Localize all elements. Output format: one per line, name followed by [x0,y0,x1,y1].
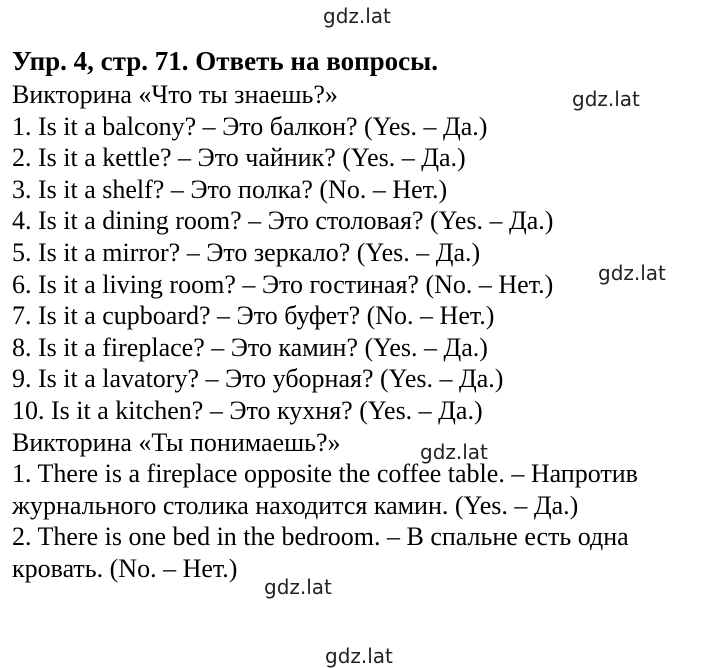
quiz2-title: Викторина «Ты понимаешь?» [12,427,341,457]
exercise-heading: Упр. 4, стр. 71. Ответь на вопросы. [12,46,438,76]
exercise-content [12,43,712,585]
quiz1-item: 3. Is it a shelf? – Это полка? (No. – Нет.) [12,174,448,204]
quiz1-item: 9. Is it a lavatory? – Это уборная? (Yes. – Да.) [12,364,504,394]
quiz1-item: 1. Is it a balcony? – Это балкон? (Yes. – Да.) [12,111,488,141]
quiz1-item: 5. Is it a mirror? – Это зеркало? (Yes. – Да.) [12,237,481,267]
watermark: gdz.lat [598,261,666,285]
watermark: gdz.lat [323,4,391,28]
quiz1-item: 2. Is it a kettle? – Это чайник? (Yes. – Да.) [12,143,466,173]
quiz1-item: 10. Is it a kitchen? – Это кухня? (Yes. – Да.) [12,395,483,425]
quiz2-item-line: журнального столика находится камин. (Yes. – Да.) [12,490,579,520]
quiz1-title: Викторина «Что ты знаешь?» [12,80,338,109]
watermark: gdz.lat [264,575,332,599]
quiz2-item-line: 2. There is one bed in the bedroom. – В спальне есть одна [12,522,629,552]
watermark: gdz.lat [572,87,640,111]
watermark: gdz.lat [325,644,393,668]
quiz2-item-line: кровать. (No. – Нет.) [12,553,238,583]
quiz1-item: 4. Is it a dining room? – Это столовая? (Yes. – Да.) [12,206,554,236]
quiz1-item: 8. Is it a fireplace? – Это камин? (Yes. – Да.) [12,332,488,362]
quiz2-item-line: 1. There is a fireplace opposite the coffee table. – Напротив [12,459,638,489]
watermark: gdz.lat [420,440,488,464]
quiz1-item: 7. Is it a cupboard? – Это буфет? (No. – Нет.) [12,301,495,331]
quiz1-item: 6. Is it a living room? – Это гостиная? (No. – Нет.) [12,269,554,299]
